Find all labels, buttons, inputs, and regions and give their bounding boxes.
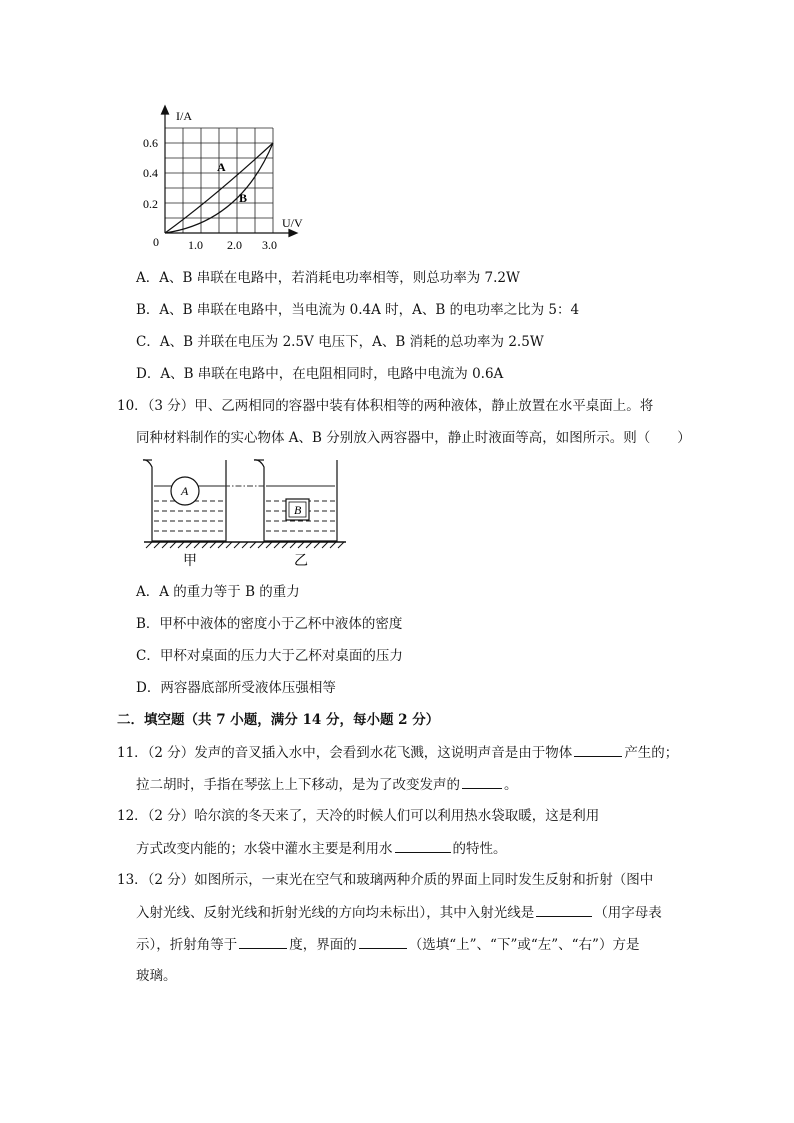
q10-option-b: B．甲杯中液体的密度小于乙杯中液体的密度	[136, 616, 403, 632]
graph-grid	[165, 128, 273, 233]
q13-blank-3[interactable]	[359, 934, 407, 949]
y-tick: 0.4	[143, 166, 158, 180]
curve-b-label: B	[239, 191, 248, 205]
object-a-label: A	[181, 484, 189, 498]
q11-blank-1[interactable]	[574, 742, 622, 757]
curve-a-label: A	[217, 160, 226, 174]
q12-line-2: 方式改变内能的；水袋中灌水主要是利用水 的特性。	[136, 838, 507, 859]
x-axis-label: U/V	[282, 216, 303, 230]
graph-axes	[162, 106, 298, 237]
q13-line-1: 13．（2 分）如图所示，一束光在空气和玻璃两种介质的界面上同时发生反射和折射（图中	[117, 872, 654, 888]
q9-option-b: B．A、B 串联在电路中，当电流为 0.4A 时，A、B 的电功率之比为 5：4	[136, 302, 580, 318]
section-2-title: 二．填空题（共 7 小题，满分 14 分，每小题 2 分）	[117, 712, 440, 728]
label-yi: 乙	[294, 554, 308, 569]
q13-line-3: 示），折射角等于 度，界面的 （选填“上”、“下”或“左”、“右”）方是	[136, 934, 639, 955]
iu-graph	[140, 104, 320, 254]
table-surface	[144, 542, 346, 548]
label-jia: 甲	[183, 554, 197, 569]
q11-line-2: 拉二胡时，手指在琴弦上上下移动，是为了改变发声的 。	[136, 774, 518, 795]
q9-option-a: A．A、B 串联在电路中，若消耗电功率相等，则总功率为 7.2W	[136, 270, 520, 286]
y-tick: 0.2	[143, 197, 158, 211]
origin-label: 0	[153, 235, 159, 249]
q12-blank-1[interactable]	[395, 838, 451, 853]
q13-blank-1[interactable]	[536, 902, 592, 917]
q10-line-1: 10．（3 分）甲、乙两相同的容器中装有体积相等的两种液体，静止放置在水平桌面上。将	[117, 398, 654, 414]
x-tick: 1.0	[188, 238, 203, 252]
x-tick: 2.0	[227, 238, 242, 252]
q10-line-2: 同种材料制作的实心物体 A、B 分别放入两容器中，静止时液面等高，如图所示。则（ ）	[136, 430, 691, 446]
object-b-label: B	[294, 503, 302, 517]
q13-blank-2[interactable]	[239, 934, 287, 949]
y-axis-label: I/A	[176, 109, 192, 123]
x-tick: 3.0	[262, 238, 277, 252]
containers-figure	[140, 455, 350, 570]
q11-blank-2[interactable]	[462, 774, 502, 789]
q13-line-4: 玻璃。	[136, 968, 177, 984]
q11-line-1: 11．（2 分）发声的音叉插入水中，会看到水花飞溅，这说明声音是由于物体 产生的；	[117, 742, 678, 763]
q10-option-a: A．A 的重力等于 B 的重力	[136, 584, 300, 600]
q13-line-2: 入射光线、反射光线和折射光线的方向均未标出），其中入射光线是 （用字母表	[136, 902, 662, 923]
q9-option-d: D．A、B 串联在电路中，在电阻相同时，电路中电流为 0.6A	[136, 366, 504, 382]
q10-option-d: D．两容器底部所受液体压强相等	[136, 680, 336, 696]
y-tick: 0.6	[143, 136, 158, 150]
q12-line-1: 12．（2 分）哈尔滨的冬天来了，天冷的时候人们可以利用热水袋取暖，这是利用	[117, 808, 600, 824]
q9-option-c: C．A、B 并联在电压为 2.5V 电压下，A、B 消耗的总功率为 2.5W	[136, 334, 544, 350]
q10-option-c: C．甲杯对桌面的压力大于乙杯对桌面的压力	[136, 648, 403, 664]
